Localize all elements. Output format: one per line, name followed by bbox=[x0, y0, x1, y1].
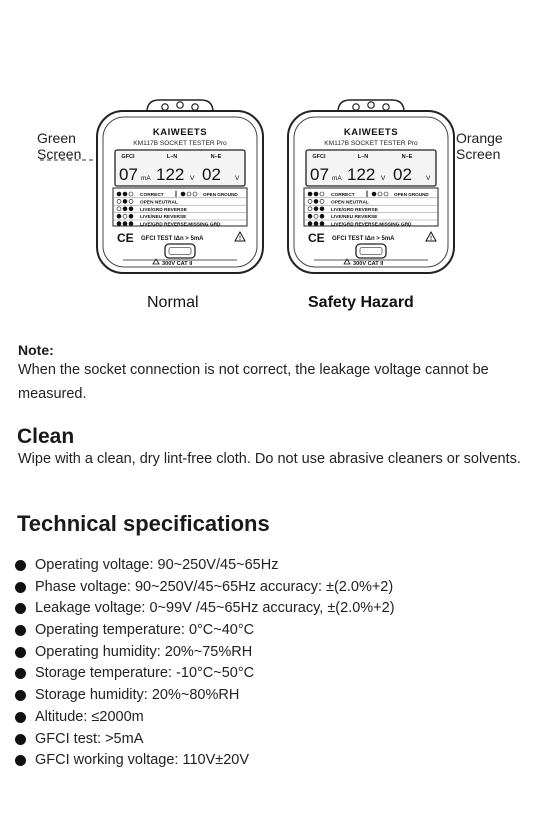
bullet-icon bbox=[15, 690, 26, 701]
led-indicator-icon bbox=[308, 214, 312, 218]
lcd-label: N–E bbox=[401, 154, 413, 160]
lcd-unit: mA bbox=[141, 175, 151, 182]
led-indicator-icon bbox=[314, 222, 318, 226]
lcd-unit: mA bbox=[332, 175, 342, 182]
ce-mark-icon: CE bbox=[308, 231, 325, 245]
bullet-icon bbox=[15, 712, 26, 723]
spec-item bbox=[15, 556, 535, 578]
spec-item bbox=[15, 664, 535, 686]
status-row-label: LIVE/GRD REVERSE,MISSING GRD bbox=[140, 222, 221, 228]
status-row-label: CORRECT bbox=[331, 193, 355, 198]
led-indicator-icon bbox=[320, 207, 324, 211]
model-label: KM117B SOCKET TESTER Pro bbox=[133, 140, 227, 147]
spec-item bbox=[15, 578, 535, 600]
led-indicator-icon bbox=[372, 192, 376, 196]
status-row-label: LIVE/GRD REVERSE bbox=[140, 207, 187, 213]
status-row-label: LIVE/GRD REVERSE bbox=[331, 207, 378, 213]
led-indicator-icon bbox=[384, 192, 388, 196]
led-indicator-icon bbox=[308, 199, 312, 203]
label-line: Green bbox=[37, 130, 76, 146]
led-indicator-icon bbox=[320, 192, 324, 196]
lcd-reading: 07 bbox=[310, 165, 329, 184]
brand-logo: KAIWEETS bbox=[152, 127, 208, 138]
led-indicator-icon bbox=[378, 192, 382, 196]
led-indicator-icon bbox=[308, 192, 312, 196]
status-row-label: LIVE/NEU REVERSE bbox=[331, 215, 378, 221]
led-indicator-icon bbox=[117, 207, 121, 211]
lcd-unit: V bbox=[190, 175, 195, 182]
spec-item bbox=[15, 751, 535, 773]
spec-text: Operating humidity: 20%~75%RH bbox=[35, 643, 253, 660]
status-row-label: OPEN GROUND bbox=[203, 192, 238, 197]
bullet-icon bbox=[15, 647, 26, 658]
spec-text: Storage temperature: -10°C~50°C bbox=[35, 665, 255, 682]
spec-text: Leakage voltage: 0~99V /45~65Hz accuracy, ±(2.0%+2) bbox=[35, 600, 395, 617]
spec-item bbox=[15, 643, 535, 665]
clean-text: Wipe with a clean, dry lint-free cloth. Do not use abrasive cleaners or solvents. bbox=[18, 451, 521, 467]
label-line: Orange bbox=[456, 130, 503, 146]
led-indicator-icon bbox=[129, 214, 133, 218]
rating-label: 300V CAT II bbox=[162, 261, 193, 267]
led-indicator-icon bbox=[314, 207, 318, 211]
led-indicator-icon bbox=[308, 207, 312, 211]
led-indicator-icon bbox=[320, 199, 324, 203]
led-indicator-icon bbox=[123, 214, 127, 218]
bullet-icon bbox=[15, 668, 26, 679]
spec-text: Operating voltage: 90~250V/45~65Hz bbox=[35, 557, 279, 573]
spec-title: Technical specifications bbox=[17, 511, 270, 536]
bullet-icon bbox=[15, 625, 26, 636]
led-indicator-icon bbox=[123, 207, 127, 211]
led-indicator-icon bbox=[117, 222, 121, 226]
led-indicator-icon bbox=[123, 222, 127, 226]
led-indicator-icon bbox=[314, 199, 318, 203]
device-figure bbox=[0, 0, 549, 330]
lcd-unit: V bbox=[381, 175, 386, 182]
spec-text: Storage humidity: 20%~80%RH bbox=[35, 687, 240, 704]
spec-item bbox=[15, 599, 535, 621]
tester-device-normal bbox=[95, 98, 265, 281]
spec-item bbox=[15, 708, 535, 730]
spec-text: Phase voltage: 90~250V/45~65Hz accuracy: ±(2.0%+2) bbox=[35, 578, 394, 595]
lcd-label: L–N bbox=[166, 154, 178, 160]
leader-lines bbox=[0, 0, 549, 300]
ce-mark-icon: CE bbox=[117, 231, 134, 245]
rating-label: 300V CAT II bbox=[353, 261, 384, 267]
label-line: Screen bbox=[37, 146, 82, 162]
svg-text:!: ! bbox=[239, 236, 241, 242]
gfci-test-button[interactable] bbox=[165, 244, 195, 258]
led-indicator-icon bbox=[308, 222, 312, 226]
led-indicator-icon bbox=[117, 199, 121, 203]
led-indicator-icon bbox=[181, 192, 185, 196]
status-row-label: OPEN GROUND bbox=[394, 192, 429, 197]
caption-safety-hazard: Safety Hazard bbox=[308, 294, 414, 311]
led-indicator-icon bbox=[320, 214, 324, 218]
led-indicator-icon bbox=[123, 199, 127, 203]
brand-logo: KAIWEETS bbox=[343, 127, 399, 138]
led-indicator-icon bbox=[129, 222, 133, 226]
led-indicator-icon bbox=[129, 192, 133, 196]
lcd-reading: 02 bbox=[393, 165, 412, 184]
note-text: When the socket connection is not correct, the leakage voltage cannot be measured. bbox=[18, 362, 489, 402]
led-indicator-icon bbox=[314, 192, 318, 196]
spec-item bbox=[15, 686, 535, 708]
note-title: Note: bbox=[18, 342, 54, 358]
lcd-reading: 122 bbox=[347, 165, 376, 184]
led-indicator-icon bbox=[123, 192, 127, 196]
bullet-icon bbox=[15, 603, 26, 614]
status-row-label: LIVE/GRD REVERSE,MISSING GRD bbox=[331, 222, 412, 228]
led-indicator-icon bbox=[129, 207, 133, 211]
gfci-test-label: GFCI TEST IΔn > 5mA bbox=[332, 236, 395, 242]
status-row-label: LIVE/NEU REVERSE bbox=[140, 215, 187, 221]
spec-item bbox=[15, 621, 535, 643]
lcd-label: L–N bbox=[357, 154, 369, 160]
led-indicator-icon bbox=[129, 199, 133, 203]
bullet-icon bbox=[15, 560, 26, 571]
bullet-icon bbox=[15, 734, 26, 745]
spec-text: GFCI test: >5mA bbox=[35, 730, 144, 747]
lcd-unit: V bbox=[235, 175, 240, 182]
lcd-label: GFCI bbox=[312, 154, 326, 160]
led-indicator-icon bbox=[187, 192, 191, 196]
spec-text: GFCI working voltage: 110V±20V bbox=[35, 752, 250, 769]
lcd-label: GFCI bbox=[121, 154, 135, 160]
led-indicator-icon bbox=[320, 222, 324, 226]
tester-device-hazard bbox=[286, 98, 456, 281]
lcd-unit: V bbox=[426, 175, 431, 182]
led-indicator-icon bbox=[117, 214, 121, 218]
lcd-label: N–E bbox=[210, 154, 222, 160]
spec-item bbox=[15, 730, 535, 752]
lcd-reading: 07 bbox=[119, 165, 138, 184]
model-label: KM117B SOCKET TESTER Pro bbox=[324, 140, 418, 147]
led-indicator-icon bbox=[117, 192, 121, 196]
spec-list bbox=[15, 556, 535, 773]
led-indicator-icon bbox=[314, 214, 318, 218]
spec-text: Operating temperature: 0°C~40°C bbox=[35, 622, 255, 639]
gfci-test-button[interactable] bbox=[356, 244, 386, 258]
svg-text:!: ! bbox=[430, 236, 432, 242]
bullet-icon bbox=[15, 582, 26, 593]
bullet-icon bbox=[15, 755, 26, 766]
led-indicator-icon bbox=[193, 192, 197, 196]
clean-title: Clean bbox=[17, 425, 75, 448]
status-row-label: CORRECT bbox=[140, 193, 164, 198]
lcd-reading: 02 bbox=[202, 165, 221, 184]
status-row-label: OPEN NEUTRAL bbox=[331, 200, 369, 206]
spec-text: Altitude: ≤2000m bbox=[35, 708, 144, 725]
status-row-label: OPEN NEUTRAL bbox=[140, 200, 178, 206]
gfci-test-label: GFCI TEST IΔn > 5mA bbox=[141, 236, 204, 242]
lcd-reading: 122 bbox=[156, 165, 185, 184]
caption-normal: Normal bbox=[147, 294, 199, 311]
label-line: Screen bbox=[456, 146, 501, 162]
